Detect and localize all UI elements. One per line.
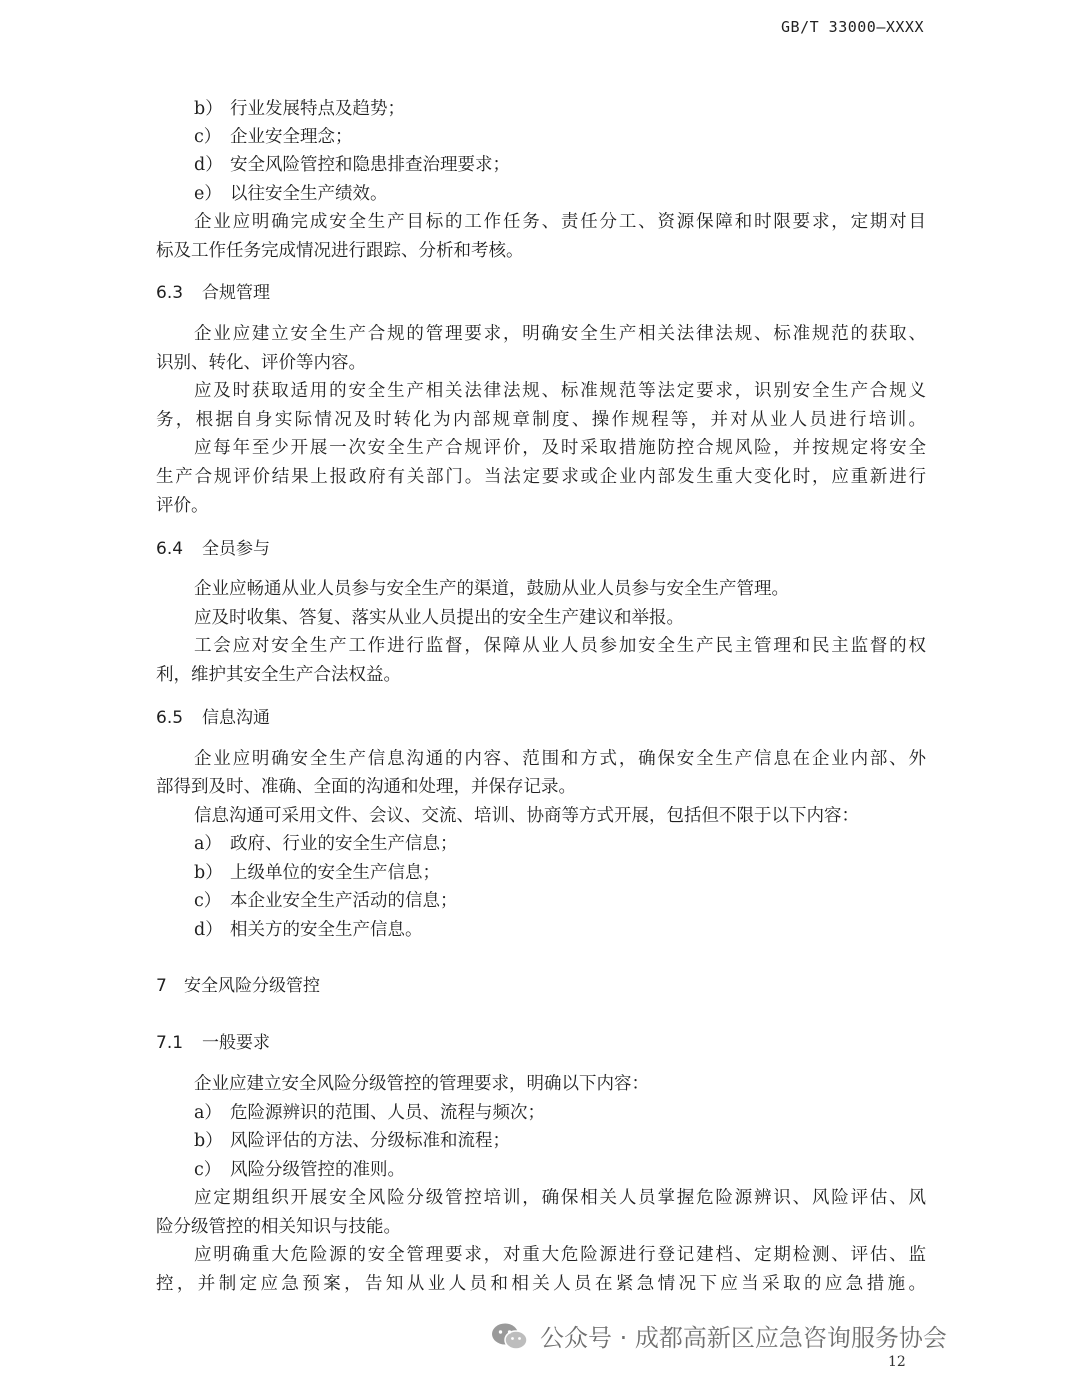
paragraph-line: 企业应畅通从业人员参与安全生产的渠道，鼓励从业人员参与安全生产管理。 bbox=[194, 579, 789, 599]
list-text: 本企业安全生产活动的信息； bbox=[230, 891, 458, 911]
list-label: d） bbox=[194, 920, 223, 940]
paragraph-line: 评价。 bbox=[156, 496, 209, 516]
section-heading-7-1 bbox=[156, 1029, 926, 1057]
paragraph-line: 企业应建立安全生产合规的管理要求，明确安全生产相关法律法规、标准规范的获取、 bbox=[194, 324, 926, 344]
list-text: 政府、行业的安全生产信息； bbox=[230, 834, 458, 854]
list-text: 以往安全生产绩效。 bbox=[230, 184, 388, 204]
page-number: 12 bbox=[888, 1354, 906, 1370]
paragraph-line: 部得到及时、准确、全面的沟通和处理，并保存记录。 bbox=[156, 777, 576, 797]
section-number: 6.5 bbox=[156, 708, 184, 728]
paragraph-line: 利，维护其安全生产合法权益。 bbox=[156, 665, 401, 685]
section-heading-6-3 bbox=[156, 279, 926, 307]
paragraph-line: 工会应对安全生产工作进行监督，保障从业人员参加安全生产民主管理和民主监督的权 bbox=[194, 636, 926, 656]
list-label: b） bbox=[194, 1131, 223, 1151]
paragraph-line: 应及时收集、答复、落实从业人员提出的安全生产建议和举报。 bbox=[194, 608, 684, 628]
chapter-title: 安全风险分级管控 bbox=[184, 976, 320, 996]
list-label: b） bbox=[194, 863, 223, 883]
paragraph-line: 应明确重大危险源的安全管理要求，对重大危险源进行登记建档、定期检测、评估、监 bbox=[194, 1245, 926, 1265]
standard-number: GB/T 33000—XXXX bbox=[781, 18, 924, 36]
list-item bbox=[194, 1127, 926, 1155]
section-title: 信息沟通 bbox=[202, 708, 270, 728]
list-text: 相关方的安全生产信息。 bbox=[230, 920, 423, 940]
paragraph-line: 识别、转化、评价等内容。 bbox=[156, 353, 366, 373]
watermark bbox=[490, 1318, 947, 1353]
section-heading-6-5 bbox=[156, 704, 926, 732]
list-item bbox=[194, 151, 926, 179]
list-item bbox=[194, 1156, 926, 1184]
list-item bbox=[194, 123, 926, 151]
list-text: 安全风险管控和隐患排查治理要求； bbox=[230, 155, 510, 175]
wechat-icon bbox=[490, 1321, 530, 1351]
section-title: 一般要求 bbox=[202, 1033, 270, 1053]
list-label: e） bbox=[194, 184, 222, 204]
chapter-heading-7 bbox=[156, 972, 926, 1000]
list-label: c） bbox=[194, 1160, 222, 1180]
section-number: 7.1 bbox=[156, 1033, 184, 1053]
list-item bbox=[194, 95, 926, 123]
section-title: 合规管理 bbox=[202, 283, 270, 303]
paragraph-line: 务，根据自身实际情况及时转化为内部规章制度、操作规程等，并对从业人员进行培训。 bbox=[156, 410, 926, 430]
list-item bbox=[194, 180, 926, 208]
paragraph-line: 企业应明确安全生产信息沟通的内容、范围和方式，确保安全生产信息在企业内部、外 bbox=[194, 749, 926, 769]
list-text: 上级单位的安全生产信息； bbox=[230, 863, 440, 883]
list-label: c） bbox=[194, 127, 222, 147]
list-item bbox=[194, 916, 926, 944]
list-label: d） bbox=[194, 155, 223, 175]
list-item bbox=[194, 859, 926, 887]
chapter-number: 7 bbox=[156, 976, 167, 996]
list-item bbox=[194, 887, 926, 915]
watermark-text: 公众号 · 成都高新区应急咨询服务协会 bbox=[540, 1324, 947, 1352]
list-text: 行业发展特点及趋势； bbox=[230, 99, 405, 119]
list-text: 危险源辨识的范围、人员、流程与频次； bbox=[230, 1103, 545, 1123]
section-number: 6.4 bbox=[156, 539, 184, 559]
section-heading-6-4 bbox=[156, 535, 926, 563]
paragraph-line: 险分级管控的相关知识与技能。 bbox=[156, 1217, 401, 1237]
list-label: a） bbox=[194, 1103, 222, 1123]
list-item bbox=[194, 1099, 926, 1127]
list-text: 企业安全理念； bbox=[230, 127, 353, 147]
paragraph-line: 信息沟通可采用文件、会议、交流、培训、协商等方式开展，包括但不限于以下内容： bbox=[194, 806, 859, 826]
paragraph-line: 控，并制定应急预案，告知从业人员和相关人员在紧急情况下应当采取的应急措施。 bbox=[156, 1274, 926, 1294]
paragraph-line: 企业应明确完成安全生产目标的工作任务、责任分工、资源保障和时限要求，定期对目 bbox=[194, 212, 926, 232]
list-label: a） bbox=[194, 834, 222, 854]
list-item bbox=[194, 830, 926, 858]
list-text: 风险评估的方法、分级标准和流程； bbox=[230, 1131, 510, 1151]
paragraph-line: 生产合规评价结果上报政府有关部门。当法定要求或企业内部发生重大变化时，应重新进行 bbox=[156, 467, 926, 487]
paragraph-line: 标及工作任务完成情况进行跟踪、分析和考核。 bbox=[156, 241, 524, 261]
section-number: 6.3 bbox=[156, 283, 184, 303]
paragraph-line: 企业应建立安全风险分级管控的管理要求，明确以下内容： bbox=[194, 1074, 649, 1094]
paragraph-line: 应定期组织开展安全风险分级管控培训，确保相关人员掌握危险源辨识、风险评估、风 bbox=[194, 1188, 926, 1208]
list-text: 风险分级管控的准则。 bbox=[230, 1160, 405, 1180]
section-title: 全员参与 bbox=[202, 539, 270, 559]
paragraph-line: 应及时获取适用的安全生产相关法律法规、标准规范等法定要求，识别安全生产合规义 bbox=[194, 381, 926, 401]
list-label: c） bbox=[194, 891, 222, 911]
paragraph-line: 应每年至少开展一次安全生产合规评价，及时采取措施防控合规风险，并按规定将安全 bbox=[194, 438, 926, 458]
list-label: b） bbox=[194, 99, 223, 119]
